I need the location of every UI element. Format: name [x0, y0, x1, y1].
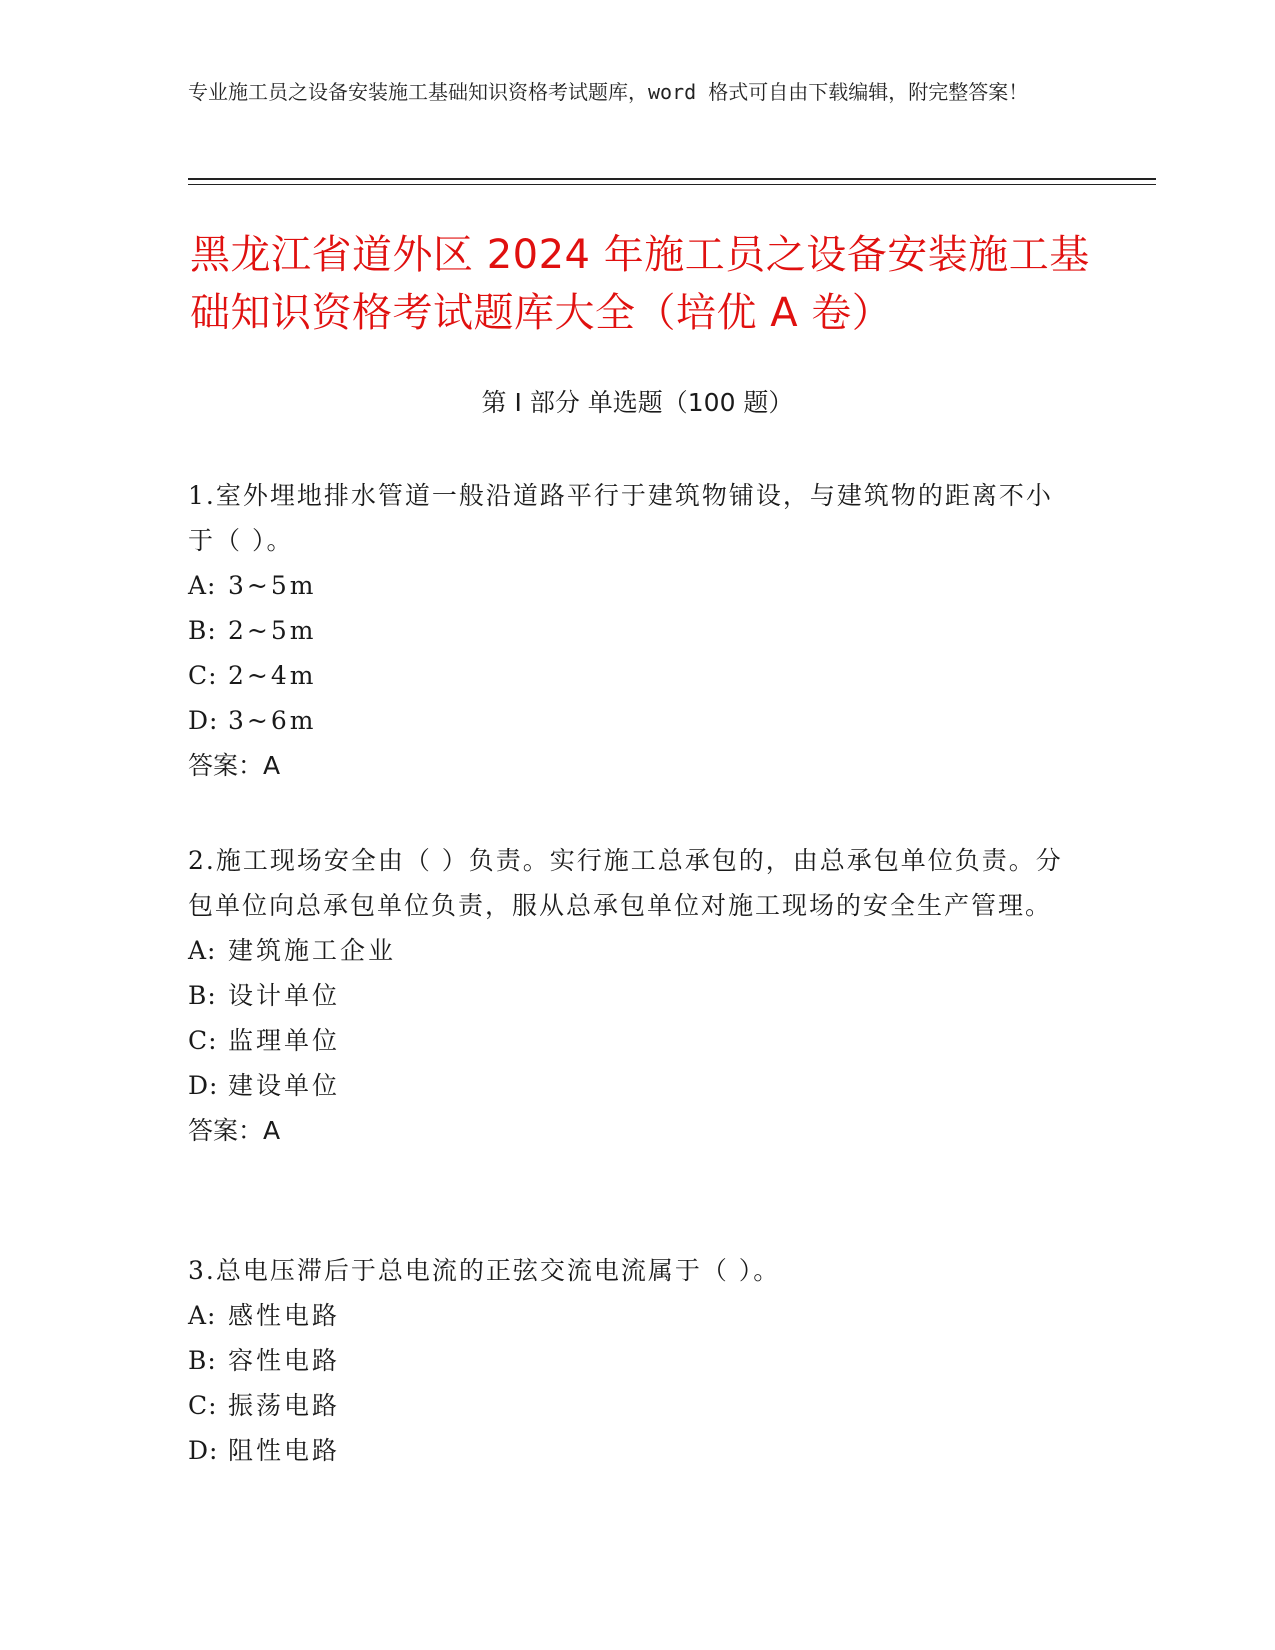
option-letter: B:	[188, 616, 217, 645]
option-letter: A:	[188, 1301, 217, 1330]
question-stem: 3.总电压滞后于总电流的正弦交流电流属于（ ）。	[188, 1256, 781, 1285]
option-text: 感性电路	[228, 1301, 341, 1330]
question-2	[188, 838, 1078, 1153]
option-b	[188, 608, 1078, 653]
option-c	[188, 653, 1078, 698]
document-title: 黑龙江省道外区 2024 年施工员之设备安装施工基础知识资格考试题库大全（培优 A 卷）	[190, 232, 1090, 336]
question-1	[188, 473, 1078, 788]
option-letter: A:	[188, 936, 217, 965]
question-stem: 2.施工现场安全由（ ）负责。实行施工总承包的，由总承包单位负责。分包单位向总承包单位负责，服从总承包单位对施工现场的安全生产管理。	[188, 846, 1063, 920]
header-divider-thick	[188, 178, 1156, 180]
option-text: 监理单位	[228, 1026, 341, 1055]
option-text: 2~4m	[228, 661, 317, 690]
header-note: 专业施工员之设备安装施工基础知识资格考试题库，word 格式可自由下载编辑，附完整答案！	[188, 80, 1029, 104]
option-letter: D:	[188, 1071, 219, 1100]
answer-line: 答案：A	[188, 751, 281, 780]
option-b	[188, 973, 1078, 1018]
header-divider-thin	[188, 184, 1156, 185]
option-a	[188, 563, 1078, 608]
option-b	[188, 1338, 1078, 1383]
option-text: 阻性电路	[228, 1436, 341, 1465]
section-heading: 第 I 部分 单选题（100 题）	[481, 388, 794, 417]
option-text: 设计单位	[228, 981, 341, 1010]
option-letter: C:	[188, 1026, 218, 1055]
option-text: 3~5m	[228, 571, 317, 600]
option-d	[188, 1063, 1078, 1108]
option-letter: D:	[188, 706, 219, 735]
option-text: 容性电路	[228, 1346, 341, 1375]
option-text: 建筑施工企业	[228, 936, 397, 965]
option-letter: C:	[188, 661, 218, 690]
option-a	[188, 1293, 1078, 1338]
option-c	[188, 1383, 1078, 1428]
option-letter: C:	[188, 1391, 218, 1420]
option-text: 3~6m	[228, 706, 317, 735]
option-text: 振荡电路	[228, 1391, 341, 1420]
option-letter: A:	[188, 571, 217, 600]
option-a	[188, 928, 1078, 973]
option-d	[188, 1428, 1078, 1473]
option-letter: B:	[188, 981, 217, 1010]
option-text: 2~5m	[228, 616, 317, 645]
answer-line: 答案：A	[188, 1116, 281, 1145]
option-letter: B:	[188, 1346, 217, 1375]
option-letter: D:	[188, 1436, 219, 1465]
question-3	[188, 1248, 1078, 1473]
question-stem: 1.室外埋地排水管道一般沿道路平行于建筑物铺设，与建筑物的距离不小于（ ）。	[188, 481, 1053, 555]
option-c	[188, 1018, 1078, 1063]
option-text: 建设单位	[228, 1071, 341, 1100]
option-d	[188, 698, 1078, 743]
